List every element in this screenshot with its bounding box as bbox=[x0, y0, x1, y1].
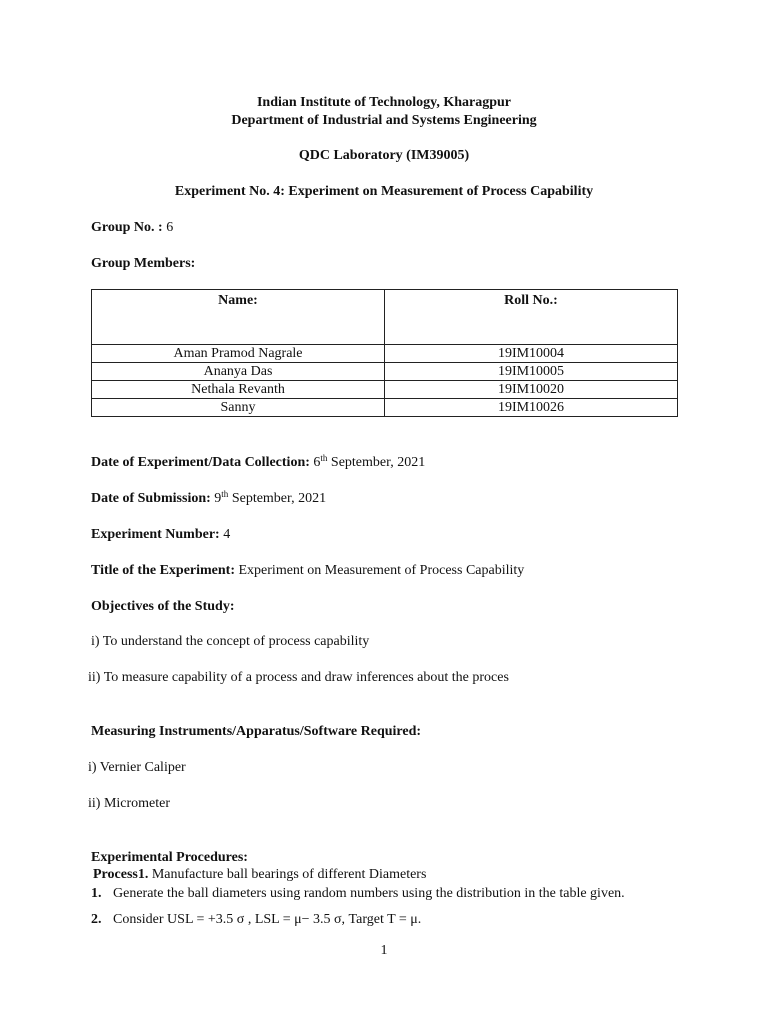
date-of-submission bbox=[91, 491, 326, 507]
date-suffix: th bbox=[320, 453, 328, 463]
date-rest: September, 2021 bbox=[327, 455, 426, 470]
department-name: Department of Industrial and Systems Engineering bbox=[231, 113, 537, 128]
table-row bbox=[92, 345, 678, 363]
member-roll: 19IM10004 bbox=[385, 345, 678, 363]
date-rest: September, 2021 bbox=[228, 491, 327, 506]
objective-item: i) To understand the concept of process capability bbox=[91, 634, 370, 649]
institute-name: Indian Institute of Technology, Kharagpur bbox=[256, 95, 511, 110]
step-text: Consider USL = +3.5 σ , LSL = μ− 3.5 σ, Target T = μ. bbox=[113, 912, 422, 927]
date-of-experiment bbox=[91, 455, 425, 471]
table-row bbox=[92, 381, 678, 399]
step-number: 1. bbox=[91, 886, 102, 901]
instrument-item: i) Vernier Caliper bbox=[88, 760, 186, 775]
table-row bbox=[92, 399, 678, 417]
members-table bbox=[91, 289, 678, 417]
member-roll: 19IM10026 bbox=[385, 399, 678, 417]
group-number bbox=[91, 220, 173, 236]
date-of-submission-value bbox=[214, 491, 326, 506]
process-text: Manufacture ball bearings of different Diameters bbox=[148, 867, 427, 882]
experiment-number-label: Experiment Number: bbox=[91, 527, 220, 542]
experiment-number-value: 4 bbox=[223, 527, 231, 542]
group-number-label: Group No. : bbox=[91, 220, 163, 235]
table-row bbox=[92, 363, 678, 381]
date-of-submission-label: Date of Submission: bbox=[91, 491, 211, 506]
lab-name: QDC Laboratory (IM39005) bbox=[298, 148, 470, 163]
procedure-step bbox=[91, 886, 625, 902]
step-number: 2. bbox=[91, 912, 102, 927]
date-of-experiment-label: Date of Experiment/Data Collection: bbox=[91, 455, 310, 470]
member-name: Nethala Revanth bbox=[92, 381, 385, 399]
experiment-number bbox=[91, 527, 230, 543]
experiment-title-label: Title of the Experiment: bbox=[91, 563, 235, 578]
group-number-value: 6 bbox=[166, 220, 174, 235]
procedure-step bbox=[91, 912, 421, 928]
experiment-title bbox=[91, 563, 524, 579]
date-suffix: th bbox=[221, 489, 229, 499]
objective-item: ii) To measure capability of a process and draw inferences about the proces bbox=[88, 670, 509, 685]
instrument-item: ii) Micrometer bbox=[88, 796, 171, 811]
step-text: Generate the ball diameters using random numbers using the distribution in the table given. bbox=[113, 886, 625, 901]
member-roll: 19IM10020 bbox=[385, 381, 678, 399]
name-column-header: Name: bbox=[92, 290, 385, 345]
date-day: 6 bbox=[313, 455, 321, 470]
roll-column-header: Roll No.: bbox=[385, 290, 678, 345]
date-day: 9 bbox=[214, 491, 222, 506]
procedures-label: Experimental Procedures: bbox=[91, 850, 248, 865]
members-table-header bbox=[92, 290, 678, 345]
member-name: Sanny bbox=[92, 399, 385, 417]
experiment-heading: Experiment No. 4: Experiment on Measurement of Process Capability bbox=[174, 184, 594, 199]
group-members-label: Group Members: bbox=[91, 256, 196, 271]
date-of-experiment-value bbox=[313, 455, 425, 470]
process-line bbox=[93, 867, 426, 883]
member-roll: 19IM10005 bbox=[385, 363, 678, 381]
experiment-title-value: Experiment on Measurement of Process Capability bbox=[238, 563, 525, 578]
member-name: Ananya Das bbox=[92, 363, 385, 381]
process-label: Process1. bbox=[93, 867, 149, 882]
member-name: Aman Pramod Nagrale bbox=[92, 345, 385, 363]
page-number: 1 bbox=[380, 943, 388, 958]
objectives-label: Objectives of the Study: bbox=[91, 599, 235, 614]
instruments-label: Measuring Instruments/Apparatus/Software Required: bbox=[91, 724, 422, 739]
